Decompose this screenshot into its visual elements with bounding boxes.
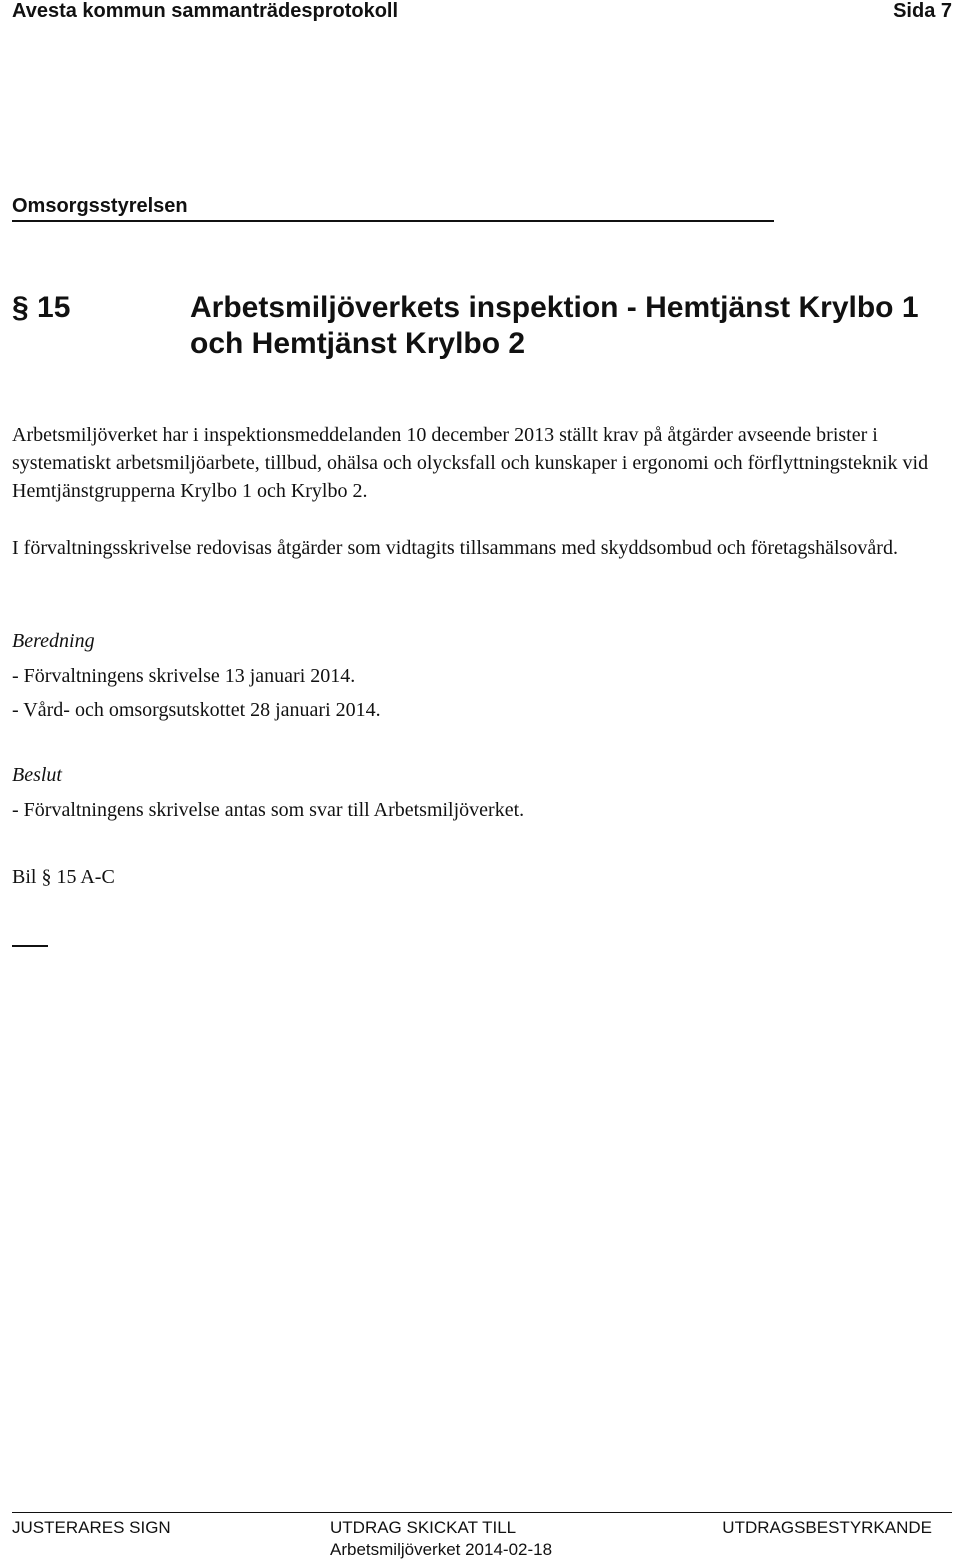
footer-utdrag-label: UTDRAG SKICKAT TILL — [330, 1518, 517, 1537]
footer-utdrag-skickat — [330, 1517, 580, 1561]
committee-name: Omsorgsstyrelsen — [12, 195, 774, 222]
end-rule — [12, 945, 48, 947]
beslut-label: Beslut — [12, 764, 62, 786]
page-number: Sida 7 — [893, 0, 952, 22]
footer-utdragsbestyrkande: UTDRAGSBESTYRKANDE — [722, 1518, 932, 1537]
beredning-item-2: - Vård- och omsorgsutskottet 28 januari 2014. — [12, 699, 381, 721]
document-title: Avesta kommun sammanträdesprotokoll — [12, 0, 399, 22]
beredning-item-1: - Förvaltningens skrivelse 13 januari 2014. — [12, 665, 356, 687]
body-paragraph-1: Arbetsmiljöverket har i inspektionsmeddelanden 10 december 2013 ställt krav på åtgärder avseende brister i systematiskt arbetsmiljöarbete, tillbud, ohälsa och olycksfall och kunskaper i ergonomi och förflyttningsteknik vid Hemtjänstgrupperna Krylbo 1 och Krylbo 2. — [12, 424, 929, 502]
page-header — [12, 0, 952, 28]
footer-utdrag-recipient: Arbetsmiljöverket 2014-02-18 — [330, 1540, 553, 1559]
section-title: Arbetsmiljöverkets inspektion - Hemtjänst Krylbo 1 och Hemtjänst Krylbo 2 — [190, 291, 919, 360]
beredning-label: Beredning — [12, 630, 95, 652]
attachment-reference: Bil § 15 A-C — [12, 866, 115, 888]
footer-divider — [12, 1512, 952, 1513]
section-number: § 15 — [12, 291, 71, 324]
beslut-item-1: - Förvaltningens skrivelse antas som svar till Arbetsmiljöverket. — [12, 799, 525, 821]
body-paragraph-2: I förvaltningsskrivelse redovisas åtgärder som vidtagits tillsammans med skyddsombud och företagshälsovård. — [12, 537, 898, 559]
footer-justerares-sign: JUSTERARES SIGN — [12, 1518, 171, 1537]
